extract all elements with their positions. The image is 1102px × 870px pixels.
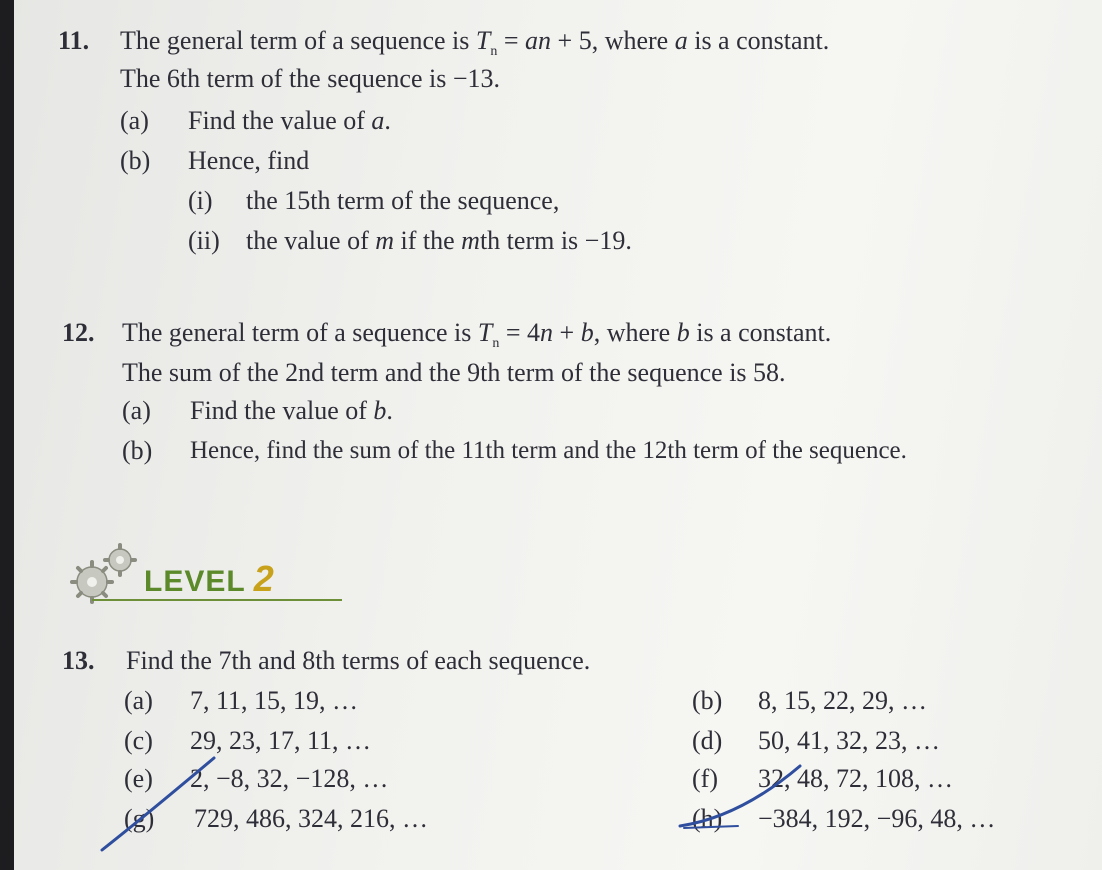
- q13-part-label: (c): [124, 726, 153, 755]
- q13-part-seq: 32, 48, 72, 108, …: [758, 764, 953, 793]
- q13-part-label: (h): [692, 804, 723, 833]
- q13-part-label: (f): [692, 764, 718, 793]
- q12-b-text: Hence, find the sum of the 11th term and the 12th term of the sequence.: [190, 437, 907, 464]
- q13-text: Find the 7th and 8th terms of each sequence.: [126, 646, 591, 675]
- q12-line2: The sum of the 2nd term and the 9th term of the sequence is 58.: [122, 358, 786, 387]
- q13-part-seq: 729, 486, 324, 216, …: [194, 804, 428, 833]
- q11-ii-text: the value of m if the mth term is −19.: [246, 226, 632, 255]
- q13-part-label: (d): [692, 726, 723, 755]
- q13-part-seq: 7, 11, 15, 19, …: [190, 686, 359, 715]
- q11-a-text: Find the value of a.: [188, 106, 391, 135]
- level-title: LEVEL 2: [144, 558, 275, 599]
- q11-number: 11.: [58, 26, 90, 55]
- q11-b-text: Hence, find: [188, 146, 310, 175]
- pen-underline-right: [684, 826, 738, 828]
- q13-part-label: (g): [124, 804, 155, 833]
- q11-line1: The general term of a sequence is $T_n$ = an + 5, where a is a constant.: [120, 26, 830, 60]
- q13-part-seq: 2, −8, 32, −128, …: [190, 764, 389, 793]
- q11-i-text: the 15th term of the sequence,: [246, 186, 560, 215]
- q12-a-label: (a): [122, 396, 151, 425]
- q13-part-seq: 29, 23, 17, 11, …: [190, 726, 372, 755]
- q11-b-label: (b): [120, 146, 151, 175]
- q11-line2: The 6th term of the sequence is −13.: [120, 64, 500, 93]
- q13-part-seq: −384, 192, −96, 48, …: [758, 804, 996, 833]
- pen-stroke-left: [102, 758, 214, 850]
- q11-ii-label: (ii): [188, 226, 220, 255]
- q13-part-seq: 50, 41, 32, 23, …: [758, 726, 940, 755]
- q11-i-label: (i): [188, 186, 213, 215]
- q12-a-text: Find the value of b.: [190, 396, 393, 425]
- pen-stroke-right: [680, 766, 800, 826]
- q12-number: 12.: [62, 318, 95, 347]
- q11-a-label: (a): [120, 106, 149, 135]
- q13-part-label: (b): [692, 686, 723, 715]
- q12-b-label: (b): [122, 436, 153, 465]
- q12-line1: The general term of a sequence is $T_n = 4n + b$, where b is a constant.: [122, 318, 832, 352]
- q13-number: 13.: [62, 646, 95, 675]
- q13-part-seq: 8, 15, 22, 29, …: [758, 686, 927, 715]
- q13-part-label: (e): [124, 764, 153, 793]
- q13-part-label: (a): [124, 686, 153, 715]
